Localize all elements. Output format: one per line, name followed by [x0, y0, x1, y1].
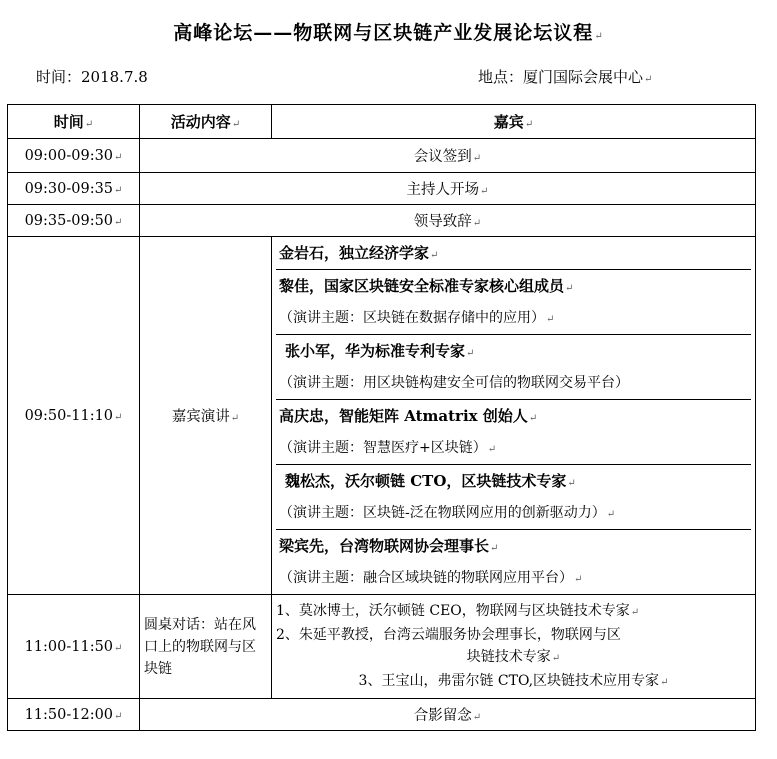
header-guests: 嘉宾↵: [272, 105, 756, 139]
roundtable-guest: 2、朱延平教授，台湾云端服务协会理事长，物联网与区: [276, 626, 621, 643]
header-activity: 活动内容↵: [140, 105, 272, 139]
page-title: 高峰论坛——物联网与区块链产业发展论坛议程↵: [173, 22, 604, 44]
table-row: [8, 699, 756, 731]
row-content: 合影留念↵: [140, 699, 756, 731]
speaker-name: 高庆忠，智能矩阵 Atmatrix 创始人↵: [279, 407, 538, 425]
speech-row: [8, 237, 756, 595]
roundtable-time: 11:00-11:50↵: [8, 595, 140, 699]
event-date: 时间：2018.7.8: [36, 68, 148, 86]
row-time: 09:30-09:35↵: [8, 173, 140, 205]
speaker-entry: [276, 530, 751, 594]
speech-time: 09:50-11:10↵: [8, 237, 140, 595]
speaker-list: [272, 237, 756, 595]
row-content: 领导致辞↵: [140, 205, 756, 237]
speaker-topic: （演讲主题：区块链-泛在物联网应用的创新驱动力）↵: [279, 505, 616, 521]
table-row: [8, 139, 756, 173]
speaker-name: 黎佳，国家区块链安全标准专家核心组成员↵: [279, 277, 574, 295]
roundtable-row: [8, 595, 756, 699]
roundtable-guest: 块链技术专家↵: [466, 648, 561, 665]
speaker-name: 梁宾先，台湾物联网协会理事长↵: [279, 537, 499, 555]
speaker-entry: [276, 335, 751, 400]
roundtable-guest: 3、王宝山，弗雷尔链 CTO,区块链技术应用专家↵: [358, 672, 669, 689]
speaker-name: 金岩石，独立经济学家↵: [279, 244, 439, 262]
speaker-topic: （演讲主题：智慧医疗+区块链）↵: [279, 440, 497, 456]
row-time: 09:00-09:30↵: [8, 139, 140, 173]
speaker-entry: [276, 270, 751, 335]
speaker-topic: （演讲主题：融合区域块链的物联网应用平台）↵: [279, 570, 583, 586]
row-content: 主持人开场↵: [140, 173, 756, 205]
speaker-entry: [276, 400, 751, 465]
row-time: 11:50-12:00↵: [8, 699, 140, 731]
roundtable-guest: 1、莫冰博士，沃尔顿链 CEO，物联网与区块链技术专家↵: [276, 602, 640, 619]
speaker-topic: （演讲主题：区块链在数据存储中的应用）↵: [279, 310, 555, 326]
table-row: [8, 173, 756, 205]
speaker-name: 魏松杰，沃尔顿链 CTO，区块链技术专家↵: [285, 472, 576, 490]
speaker-topic: （演讲主题：用区块链构建安全可信的物联网交易平台）: [279, 375, 629, 391]
speaker-entry: [276, 237, 751, 270]
roundtable-guests: [272, 595, 756, 699]
event-location: 地点：厦门国际会展中心↵: [478, 68, 653, 86]
speaker-entry: [276, 465, 751, 530]
table-header-row: [8, 105, 756, 139]
speech-activity: 嘉宾演讲↵: [140, 237, 272, 595]
agenda-table: [7, 104, 756, 731]
header-time: 时间↵: [8, 105, 140, 139]
table-row: [8, 205, 756, 237]
row-time: 09:35-09:50↵: [8, 205, 140, 237]
roundtable-topic: 圆桌对话：站在风口上的物联网与区块链: [140, 595, 272, 699]
speaker-name: 张小军，华为标准专利专家↵: [285, 342, 475, 360]
row-content: 会议签到↵: [140, 139, 756, 173]
